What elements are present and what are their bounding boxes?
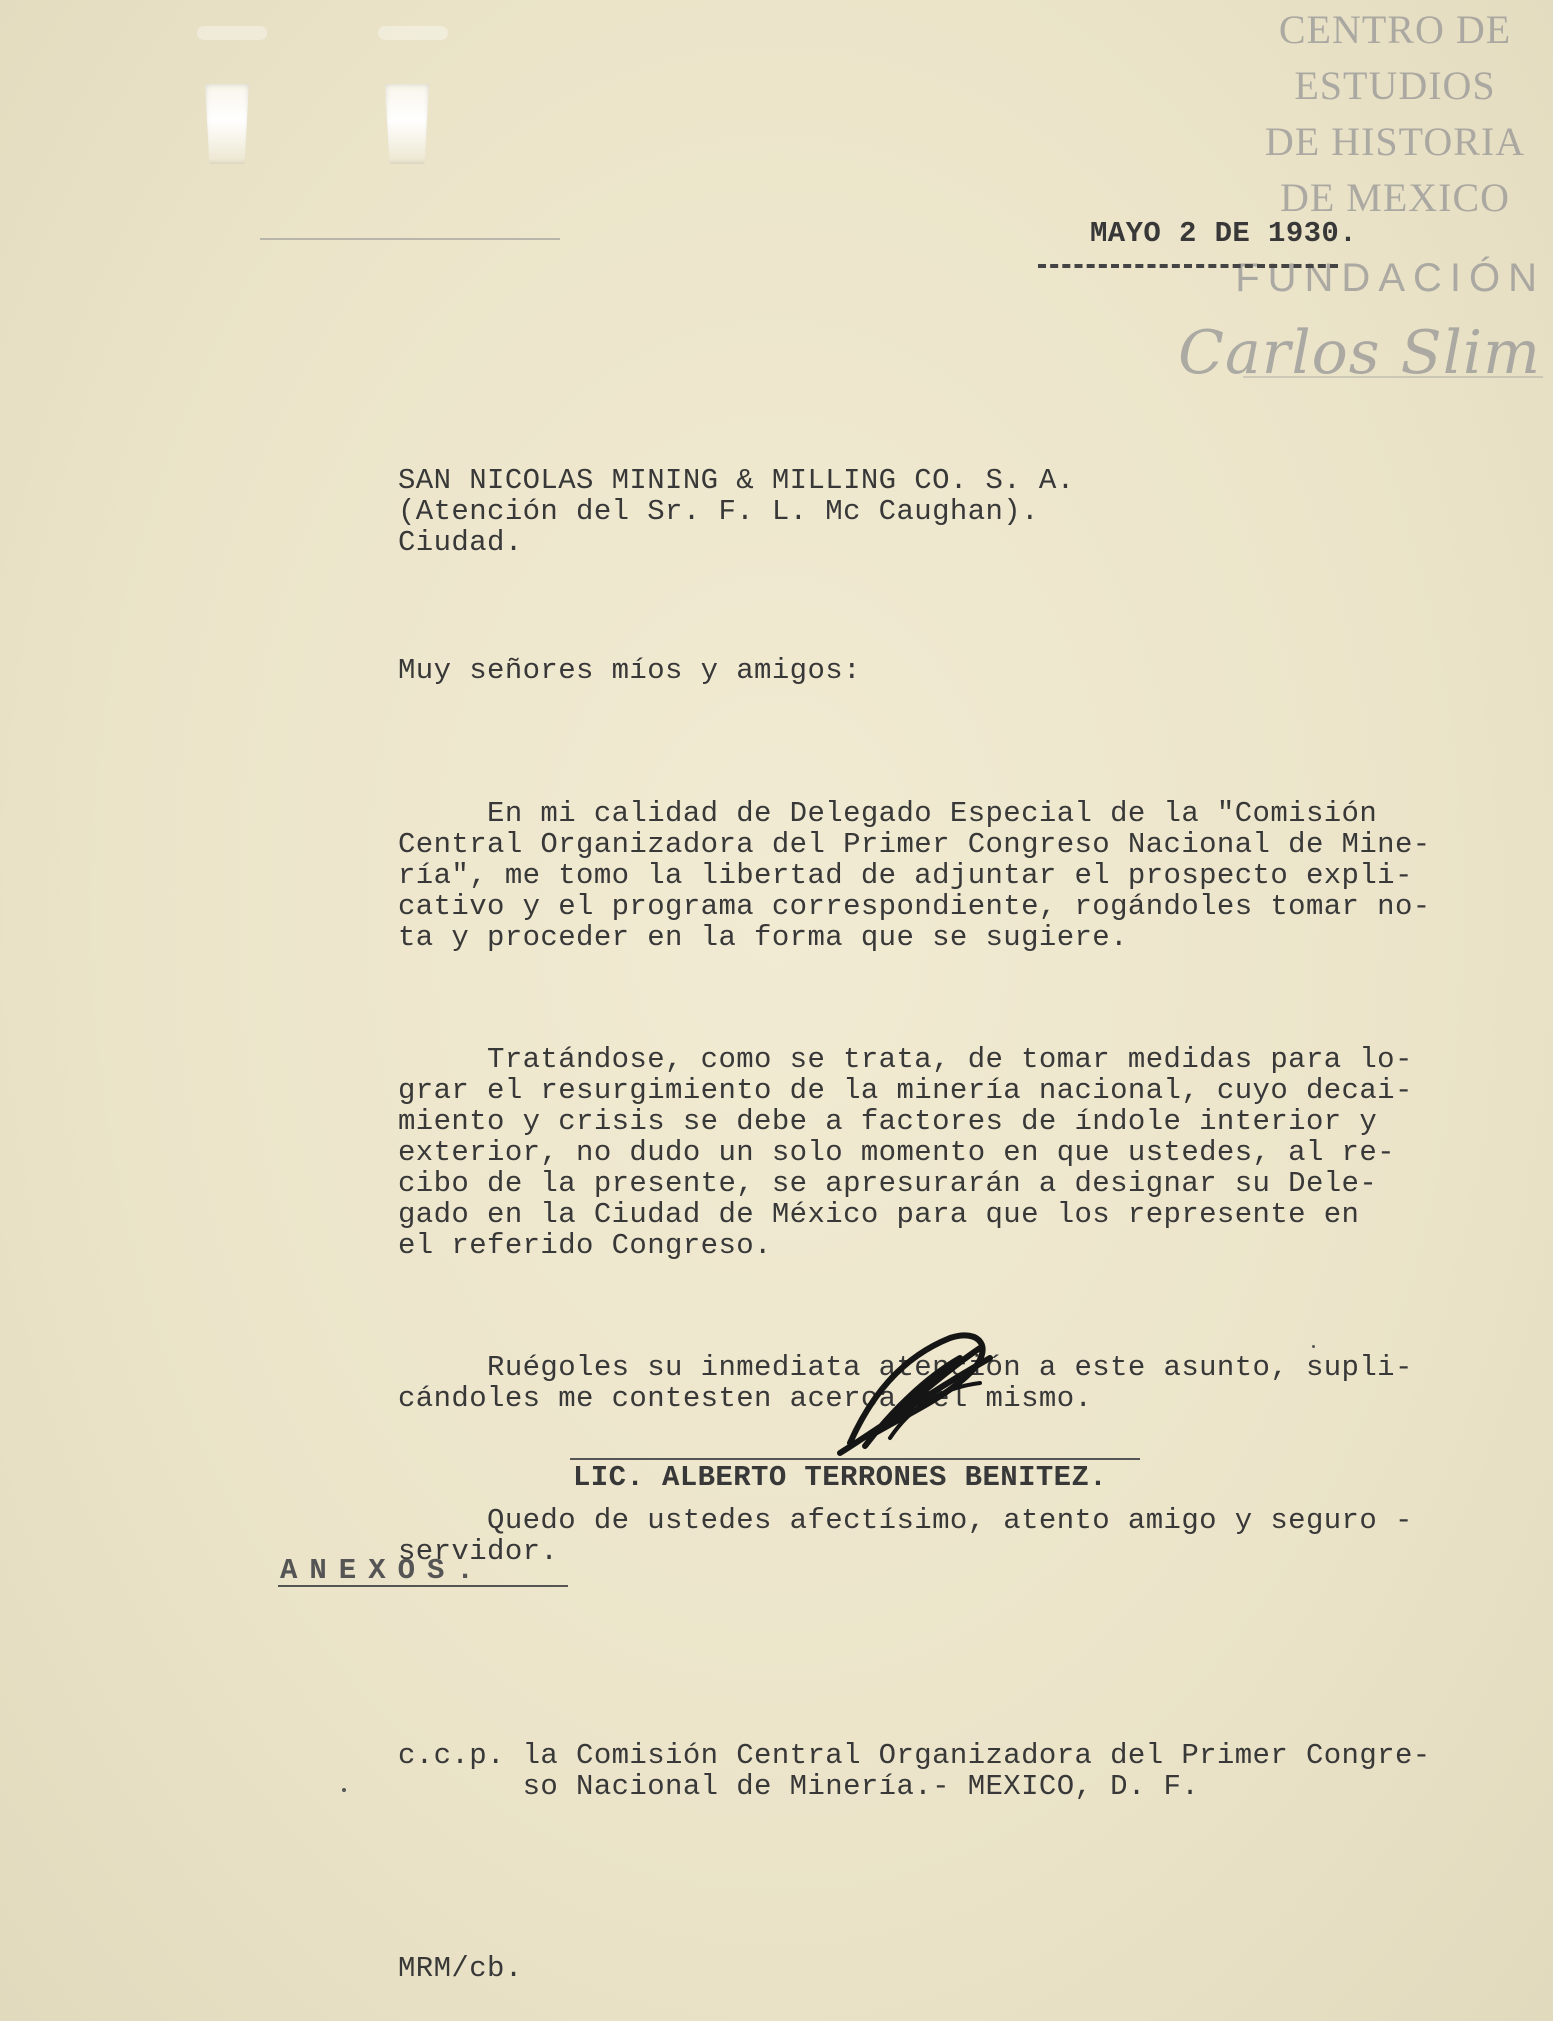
text-line: cativo y el programa correspondiente, rogándoles tomar no- (398, 890, 1431, 923)
letter-body (398, 736, 1431, 1658)
handwritten-signature (830, 1318, 1005, 1458)
paper-mark (378, 26, 448, 40)
watermark-line: ESTUDIOS (1294, 63, 1496, 108)
archive-watermark (1245, 2, 1545, 226)
text-line: ta y proceder en la forma que se sugiere. (398, 921, 1128, 954)
watermark-foundation: FUNDACIÓN (1235, 256, 1545, 300)
text-line: el referido Congreso. (398, 1229, 772, 1262)
text-line: gado en la Ciudad de México para que los represente en (398, 1198, 1360, 1231)
text-line: En mi calidad de Delegado Especial de la "Comisión (398, 797, 1378, 830)
paper-mark (197, 26, 267, 40)
carbon-copy-note (398, 1740, 1431, 1802)
watermark-line: DE HISTORIA (1264, 119, 1526, 164)
text-line: exterior, no dudo un solo momento en que ustedes, al re- (398, 1136, 1395, 1169)
watermark-line: DE MEXICO (1279, 175, 1511, 220)
text-line: Ruégoles su inmediata atención a este asunto, supli- (398, 1351, 1413, 1384)
text-line: Tratándose, como se trata, de tomar medidas para lo- (398, 1043, 1413, 1076)
annexes-heading: ANEXOS. (280, 1554, 486, 1587)
letter-date: MAYO 2 DE 1930. (1090, 217, 1358, 250)
text-line: grar el resurgimiento de la minería nacional, cuyo decai- (398, 1074, 1413, 1107)
punch-hole-left (205, 84, 249, 164)
text-line: servidor. (398, 1535, 559, 1568)
addressee-city: Ciudad. (398, 526, 523, 559)
text-line: cándoles me contesten acerca del mismo. (398, 1382, 1093, 1415)
paragraph (398, 798, 1431, 953)
signer-name: LIC. ALBERTO TERRONES BENITEZ. (573, 1461, 1108, 1494)
date-underline (1038, 264, 1338, 268)
text-line: Central Organizadora del Primer Congreso Nacional de Mine- (398, 828, 1431, 861)
paper-speck (1312, 1345, 1315, 1348)
watermark-line: CENTRO DE (1278, 7, 1512, 52)
typist-initials: MRM/cb. (398, 1952, 523, 1985)
annexes-underline (278, 1585, 568, 1587)
salutation: Muy señores míos y amigos: (398, 654, 861, 687)
watermark-underline (1243, 376, 1543, 378)
text-line: c.c.p. la Comisión Central Organizadora del Primer Congre- (398, 1739, 1431, 1772)
text-line: ría", me tomo la libertad de adjuntar el prospecto expli- (398, 859, 1413, 892)
text-line: miento y crisis se debe a factores de índole interior y (398, 1105, 1378, 1138)
paragraph (398, 1505, 1431, 1567)
text-line: cibo de la presente, se apresurarán a designar su Dele- (398, 1167, 1378, 1200)
addressee-attention: (Atención del Sr. F. L. Mc Caughan). (398, 495, 1039, 528)
text-line: so Nacional de Minería.- MEXICO, D. F. (398, 1770, 1200, 1803)
paragraph (398, 1044, 1431, 1261)
watermark-rule (260, 238, 560, 240)
punch-hole-right (385, 84, 429, 164)
addressee-block (398, 465, 1075, 558)
paper-speck (342, 1788, 346, 1792)
signature-line (570, 1458, 1140, 1460)
text-line: Quedo de ustedes afectísimo, atento amigo y seguro - (398, 1504, 1413, 1537)
watermark-signature: Carlos Slim (1178, 318, 1541, 388)
addressee-company: SAN NICOLAS MINING & MILLING CO. S. A. (398, 464, 1075, 497)
